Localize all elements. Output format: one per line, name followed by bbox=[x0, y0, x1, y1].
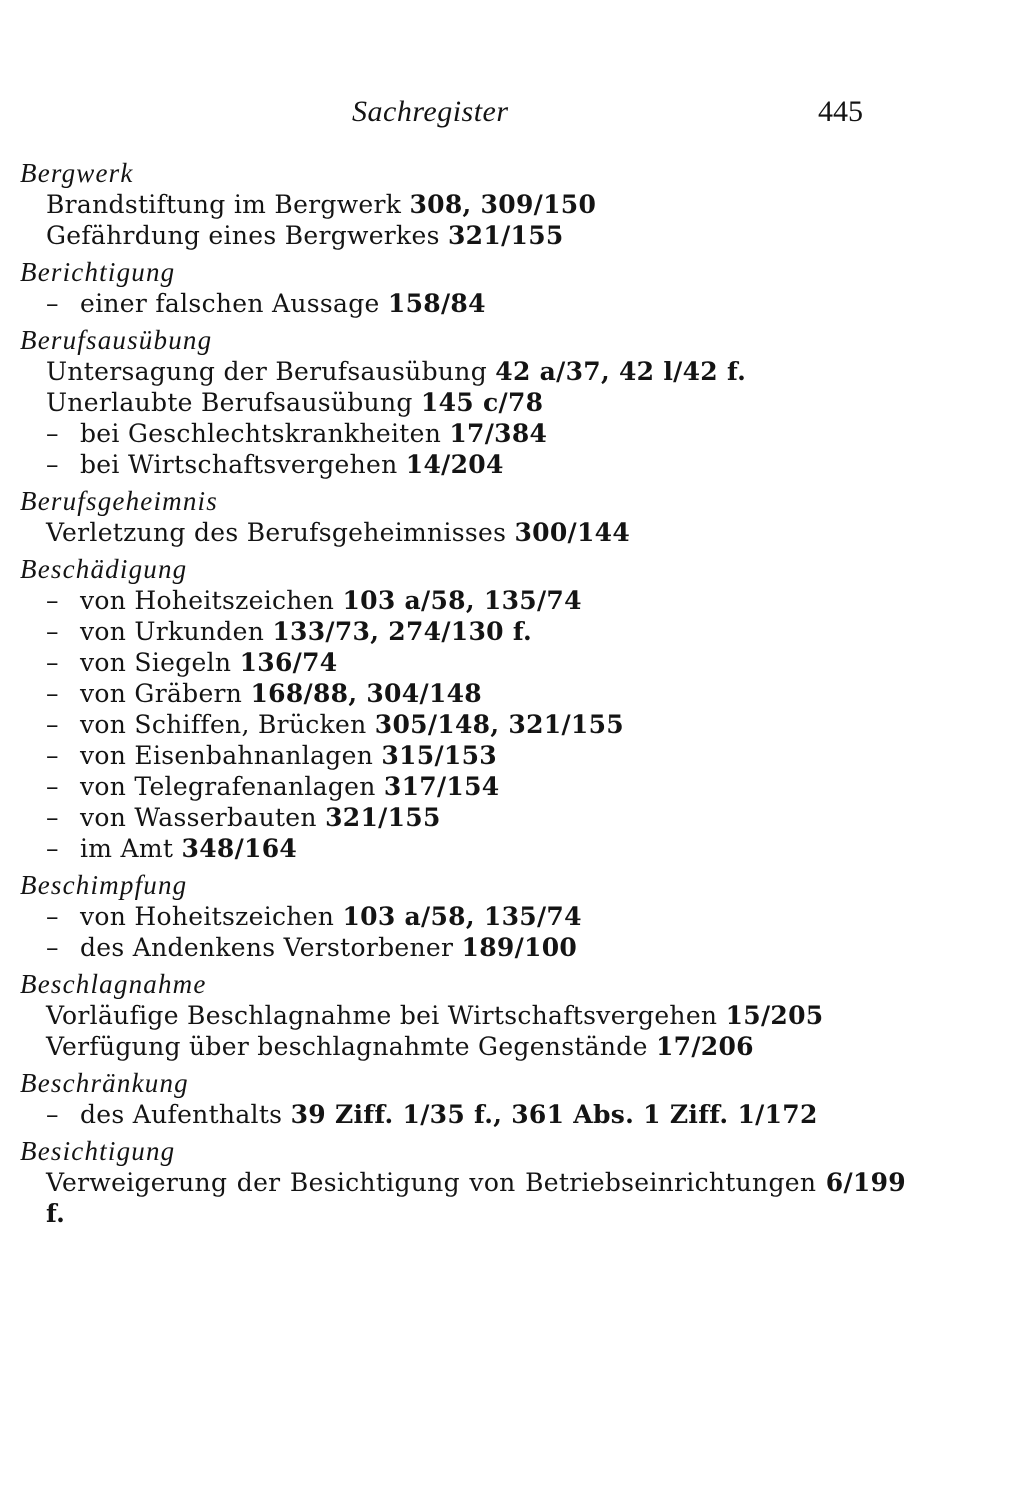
entry-text: von Siegeln bbox=[80, 648, 240, 677]
entry-heading: Besichtigung bbox=[20, 1136, 176, 1166]
entry-line bbox=[20, 678, 1000, 709]
entry-text: im Amt bbox=[80, 834, 182, 863]
dash-marker: – bbox=[46, 648, 59, 677]
entry-text: von Schiffen, Brücken bbox=[80, 710, 375, 739]
entry-line bbox=[20, 616, 1000, 647]
entry-line bbox=[20, 1031, 1000, 1062]
entry-line bbox=[20, 1167, 906, 1229]
entry-line bbox=[20, 1000, 1000, 1031]
dash-marker: – bbox=[46, 450, 59, 479]
entry-heading: Beschränkung bbox=[20, 1068, 189, 1098]
entry-line bbox=[20, 189, 1000, 220]
section-reference: 158/84 bbox=[387, 289, 486, 318]
entry-line bbox=[20, 740, 1000, 771]
section-reference: 348/164 bbox=[181, 834, 298, 863]
index-entry bbox=[20, 325, 1000, 480]
entry-text: Vorläufige Beschlagnahme bei Wirtschaftsvergehen bbox=[46, 1001, 726, 1030]
entry-line bbox=[20, 833, 1000, 864]
section-reference: 189/100 bbox=[461, 933, 578, 962]
section-reference: 6/199 f. bbox=[46, 1168, 906, 1228]
page-title: Sachregister bbox=[352, 95, 509, 128]
entry-heading: Berufsgeheimnis bbox=[20, 486, 218, 516]
dash-marker: – bbox=[46, 679, 59, 708]
dash-marker: – bbox=[46, 586, 59, 615]
entry-line bbox=[20, 932, 1000, 963]
entry-line bbox=[20, 449, 1000, 480]
entry-text: bei Wirtschaftsvergehen bbox=[80, 450, 406, 479]
entry-line bbox=[20, 901, 1000, 932]
entry-line bbox=[20, 220, 1000, 251]
section-reference: 17/206 bbox=[655, 1032, 754, 1061]
dash-marker: – bbox=[46, 741, 59, 770]
entry-text: von Eisenbahnanlagen bbox=[80, 741, 382, 770]
entry-text: von Gräbern bbox=[80, 679, 251, 708]
dash-marker: – bbox=[46, 772, 59, 801]
section-reference: 300/144 bbox=[514, 518, 631, 547]
index-entry bbox=[20, 486, 1000, 548]
section-reference: 321/155 bbox=[447, 221, 564, 250]
section-reference: 17/384 bbox=[449, 419, 548, 448]
entry-text: von Telegrafenanlagen bbox=[80, 772, 384, 801]
section-reference: 133/73, 274/130 f. bbox=[272, 617, 533, 646]
entry-line bbox=[20, 517, 1000, 548]
entry-line bbox=[20, 387, 1000, 418]
entry-text: einer falschen Aussage bbox=[80, 289, 388, 318]
index-entry bbox=[20, 257, 1000, 319]
index-entry bbox=[20, 1136, 1000, 1229]
entry-line bbox=[20, 709, 1000, 740]
section-reference: 305/148, 321/155 bbox=[374, 710, 624, 739]
running-head bbox=[0, 92, 1024, 132]
dash-marker: – bbox=[46, 933, 59, 962]
section-reference: 42 a/37, 42 l/42 f. bbox=[495, 357, 747, 386]
section-reference: 321/155 bbox=[325, 803, 441, 832]
entry-line bbox=[20, 1099, 1000, 1130]
entry-heading: Beschädigung bbox=[20, 554, 188, 584]
entry-line bbox=[20, 288, 1000, 319]
entry-text: bei Geschlechtskrankheiten bbox=[80, 419, 450, 448]
section-reference: 14/204 bbox=[405, 450, 504, 479]
entry-text: des Aufenthalts bbox=[80, 1100, 291, 1129]
entry-text: Verfügung über beschlagnahmte Gegenstände bbox=[46, 1032, 656, 1061]
entry-text: des Andenkens Verstorbener bbox=[80, 933, 462, 962]
entry-line bbox=[20, 802, 1000, 833]
entry-text: von Hoheitszeichen bbox=[80, 902, 343, 931]
section-reference: 103 a/58, 135/74 bbox=[342, 902, 582, 931]
entry-line bbox=[20, 356, 1000, 387]
section-reference: 103 a/58, 135/74 bbox=[342, 586, 582, 615]
index-entry bbox=[20, 870, 1000, 963]
dash-marker: – bbox=[46, 419, 59, 448]
section-reference: 308, 309/150 bbox=[409, 190, 597, 219]
entry-line bbox=[20, 647, 1000, 678]
entry-line bbox=[20, 771, 1000, 802]
dash-marker: – bbox=[46, 902, 59, 931]
entry-text: von Urkunden bbox=[80, 617, 273, 646]
entry-line bbox=[20, 418, 1000, 449]
dash-marker: – bbox=[46, 289, 59, 318]
index-entry bbox=[20, 969, 1000, 1062]
entry-text: Verletzung des Berufsgeheimnisses bbox=[46, 518, 515, 547]
entry-text: von Wasserbauten bbox=[80, 803, 326, 832]
section-reference: 136/74 bbox=[239, 648, 338, 677]
entry-heading: Berichtigung bbox=[20, 257, 176, 287]
entry-text: Brandstiftung im Bergwerk bbox=[46, 190, 410, 219]
dash-marker: – bbox=[46, 803, 59, 832]
section-reference: 168/88, 304/148 bbox=[250, 679, 482, 708]
dash-marker: – bbox=[46, 617, 59, 646]
section-reference: 15/205 bbox=[725, 1001, 824, 1030]
index-entry bbox=[20, 158, 1000, 251]
entry-text: Untersagung der Berufsausübung bbox=[46, 357, 496, 386]
dash-marker: – bbox=[46, 834, 59, 863]
section-reference: 315/153 bbox=[381, 741, 497, 770]
entry-text: von Hoheitszeichen bbox=[80, 586, 343, 615]
section-reference: 145 c/78 bbox=[420, 388, 544, 417]
section-reference: 39 Ziff. 1/35 f., 361 Abs. 1 Ziff. 1/172 bbox=[290, 1100, 818, 1129]
dash-marker: – bbox=[46, 710, 59, 739]
dash-marker: – bbox=[46, 1100, 59, 1129]
index-body bbox=[20, 158, 1000, 1235]
entry-line bbox=[20, 585, 1000, 616]
index-entry bbox=[20, 1068, 1000, 1130]
entry-heading: Berufsausübung bbox=[20, 325, 213, 355]
entry-text: Gefährdung eines Bergwerkes bbox=[46, 221, 448, 250]
section-reference: 317/154 bbox=[383, 772, 500, 801]
index-entry bbox=[20, 554, 1000, 864]
entry-heading: Beschimpfung bbox=[20, 870, 188, 900]
entry-heading: Beschlagnahme bbox=[20, 969, 207, 999]
entry-text: Verweigerung der Besichtigung von Betriebseinrichtungen bbox=[46, 1168, 826, 1197]
entry-text: Unerlaubte Berufsausübung bbox=[46, 388, 421, 417]
page-number: 445 bbox=[818, 95, 863, 128]
entry-heading: Bergwerk bbox=[20, 158, 134, 188]
